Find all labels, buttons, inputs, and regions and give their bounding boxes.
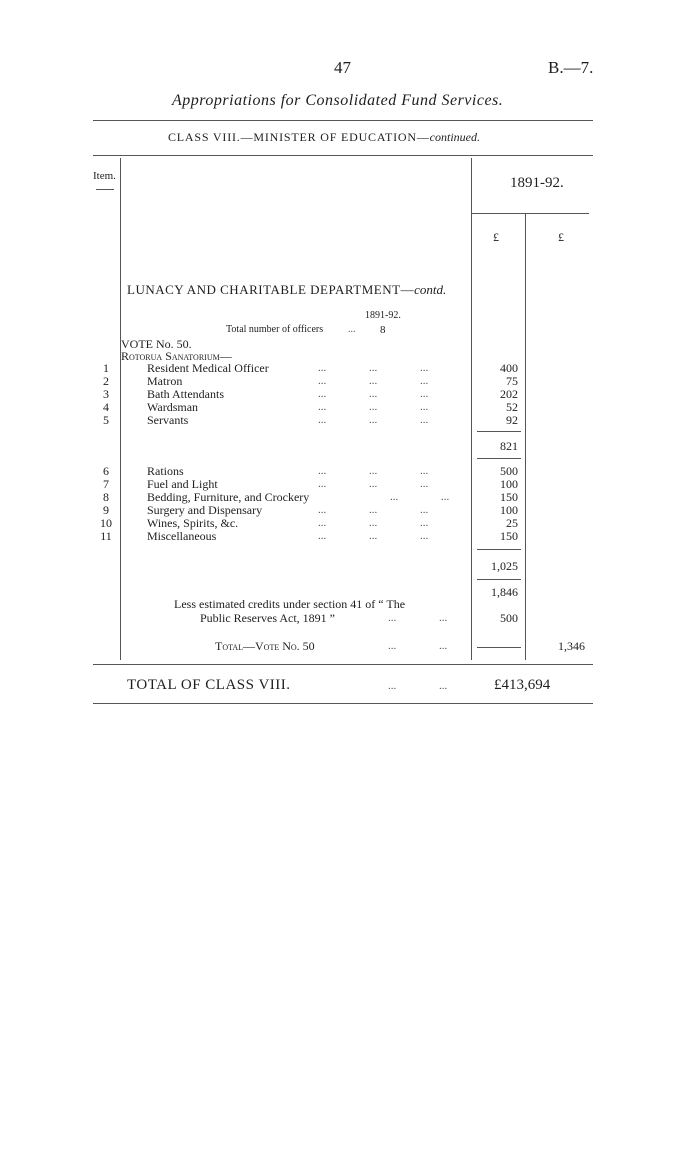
gross-total: 1,846 [491,585,518,599]
page-title: Appropriations for Consolidated Fund Services. [172,92,504,109]
row-amount: 500 [500,464,518,478]
row-amount: 100 [500,477,518,491]
item-number: 9 [103,503,109,517]
row-label: Rations [147,464,184,478]
vote-total-label: Total—Vote No. 50 [215,639,315,653]
credits-dots: ... ... [388,612,448,624]
row-label: Resident Medical Officer [147,361,269,375]
officers-label: Total number of officers [226,324,324,335]
vote-total-dots: ... ... [388,640,448,652]
item-number: 5 [103,413,109,427]
leader-dots: ... ... ... [318,362,429,374]
leader-dots: ... ... ... [318,478,429,490]
row-label: Fuel and Light [147,477,218,491]
row-amount: 150 [500,529,518,543]
item-number: 10 [100,516,112,530]
year-header-rule [471,213,589,214]
class-total-dots: ... ... [388,680,448,692]
row-amount: 92 [506,413,518,427]
class-total-rule-bottom [93,703,593,704]
amount-column-rule-mid [525,213,526,660]
officers-year: 1891-92. [365,310,401,321]
currency-label-1: £ [493,230,499,244]
vote-total-amount: 1,346 [558,639,585,653]
item-column-label: Item. [93,170,116,182]
officers-dots: ... [348,324,356,335]
row-amount: 75 [506,374,518,388]
row-label: Servants [147,413,189,427]
credits-amount: 500 [500,611,518,625]
header-rule-top [93,120,593,121]
department-title [127,282,446,298]
salaries-subtotal-rule-bottom [477,458,521,459]
leader-dots: ... ... ... [318,388,429,400]
contingencies-subtotal: 1,025 [491,559,518,573]
row-label: Wardsman [147,400,199,414]
salaries-subtotal-rule [477,431,521,432]
class-total-amount: £413,694 [494,677,551,693]
item-number: 6 [103,464,109,478]
vote-subhead: Rotorua Sanatorium— [121,349,232,363]
row-amount: 100 [500,503,518,517]
leader-dots: ... ... ... [318,465,429,477]
item-number: 7 [103,477,109,491]
officers-count: 8 [380,324,386,336]
row-label: Bath Attendants [147,387,224,401]
item-number: 3 [103,387,109,401]
credits-text-line2: Public Reserves Act, 1891 ” [200,611,335,625]
leader-dots: ... ... ... [318,517,429,529]
salaries-subtotal: 821 [500,439,518,453]
leader-dots: ... ... ... [318,414,429,426]
gross-total-rule [477,579,521,580]
leader-dots: ... ... ... [318,401,429,413]
row-amount: 400 [500,361,518,375]
credits-text-line1: Less estimated credits under section 41 of “ The [174,597,406,611]
item-number: 1 [103,361,109,375]
row-label: Matron [147,374,183,388]
item-number: 11 [100,529,112,543]
leader-dots: ... ... ... [318,530,429,542]
page-number: 47 [334,58,351,77]
row-label: Miscellaneous [147,529,217,543]
row-label: Bedding, Furniture, and Crockery [147,490,310,504]
class-total-rule-top [93,664,593,665]
header-rule-bottom [93,155,593,156]
item-column-rule [120,158,121,660]
leader-dots: ... ... ... [318,504,429,516]
vote-label: VOTE No. 50. [121,337,192,351]
leader-dots: ... ... ... [318,375,429,387]
class-total-label: TOTAL OF CLASS VIII. [127,677,291,693]
row-label: Wines, Spirits, &c. [147,516,239,530]
leader-dots: ... ... [390,491,450,503]
currency-label-2: £ [558,230,564,244]
row-amount: 150 [500,490,518,504]
year-column-label: 1891-92. [510,175,564,191]
vote-total-rule [477,647,521,648]
item-number: 8 [103,490,109,504]
class-heading-cont: continued. [429,130,480,144]
class-heading [168,130,480,145]
document-ref: B.—7. [548,58,594,77]
item-number: 2 [103,374,109,388]
contingencies-subtotal-rule [477,549,521,550]
item-number: 4 [103,400,109,414]
class-heading-text: CLASS VIII.—MINISTER OF EDUCATION— [168,130,430,144]
department-title-cont: contd. [414,282,447,297]
item-label-underline [96,189,114,190]
row-label: Surgery and Dispensary [147,503,263,517]
row-amount: 202 [500,387,518,401]
row-amount: 25 [506,516,518,530]
row-amount: 52 [506,400,518,414]
department-title-text: LUNACY AND CHARITABLE DEPARTMENT— [127,282,415,297]
